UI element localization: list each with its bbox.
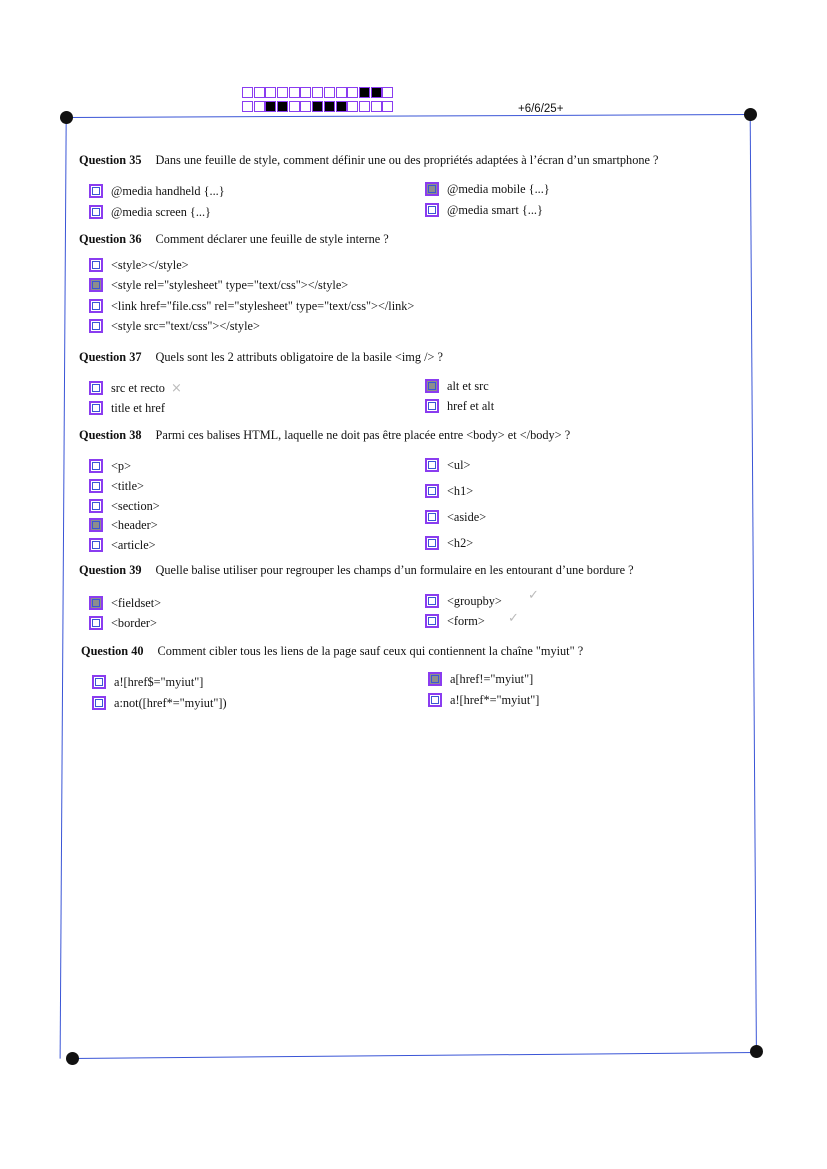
code-cell: [289, 87, 300, 98]
question-text: Comment cibler tous les liens de la page sauf ceux qui contiennent la chaîne "myiut" ?: [157, 644, 584, 658]
option-label: <section>: [111, 498, 160, 513]
question-38: [79, 428, 570, 443]
question-label: Question 36: [79, 232, 142, 246]
code-cell: [359, 101, 370, 112]
code-cell: [254, 87, 265, 98]
code-cell: [277, 87, 288, 98]
code-cell: [312, 101, 323, 112]
code-cell: [382, 87, 393, 98]
corner-marker-bottom-left: [66, 1052, 79, 1065]
checkbox[interactable]: [89, 299, 103, 313]
code-cell: [336, 101, 347, 112]
option-q36-c[interactable]: [89, 298, 414, 314]
option-label: @media smart {...}: [447, 202, 543, 217]
checkbox[interactable]: [89, 278, 103, 292]
option-label: <style src="text/css"></style>: [111, 318, 260, 333]
checkbox[interactable]: [425, 614, 439, 628]
checkbox[interactable]: [89, 538, 103, 552]
code-cell: [242, 101, 253, 112]
option-q40-d[interactable]: [428, 692, 539, 708]
code-cell: [382, 101, 393, 112]
code-cell: [324, 101, 335, 112]
question-text: Parmi ces balises HTML, laquelle ne doit pas être placée entre <body> et </body> ?: [155, 428, 571, 442]
code-cell: [336, 87, 347, 98]
checkbox[interactable]: [425, 484, 439, 498]
page-code: +6/6/25+: [518, 103, 564, 115]
checkbox[interactable]: [89, 319, 103, 333]
checkbox[interactable]: [425, 510, 439, 524]
option-q39-a[interactable]: [89, 595, 161, 611]
code-cell: [300, 101, 311, 112]
pencil-mark: ✓: [528, 588, 539, 603]
option-q38-b[interactable]: [89, 478, 144, 494]
question-text: Quels sont les 2 attributs obligatoire de la basile <img /> ?: [155, 350, 443, 364]
option-q39-b[interactable]: [425, 593, 502, 609]
option-label: <form>: [447, 613, 485, 628]
option-label: alt et src: [447, 378, 489, 393]
code-cell: [371, 101, 382, 112]
checkbox[interactable]: [89, 381, 103, 395]
question-39: [79, 563, 634, 578]
binary-code-row-2: [242, 101, 394, 112]
option-label: <h2>: [447, 535, 474, 550]
option-label: <article>: [111, 537, 156, 552]
option-label: @media handheld {...}: [111, 183, 225, 198]
option-q38-d[interactable]: [89, 517, 158, 533]
option-q38-i[interactable]: [425, 535, 473, 551]
question-label: Question 40: [81, 644, 144, 658]
checkbox[interactable]: [425, 458, 439, 472]
checkbox[interactable]: [425, 182, 439, 196]
checkbox[interactable]: [89, 479, 103, 493]
corner-marker-top-left: [60, 111, 73, 124]
code-cell: [265, 101, 276, 112]
code-cell: [289, 101, 300, 112]
question-37: [79, 350, 443, 365]
option-label: a[href!="myiut"]: [450, 671, 534, 686]
code-cell: [242, 87, 253, 98]
corner-marker-top-right: [744, 108, 757, 121]
code-cell: [300, 87, 311, 98]
option-label: <ul>: [447, 457, 471, 472]
option-label: @media screen {...}: [111, 204, 211, 219]
checkbox[interactable]: [425, 399, 439, 413]
question-text: Quelle balise utiliser pour regrouper les champs d’un formulaire en les entourant d’une bordure ?: [155, 563, 634, 577]
option-q35-c[interactable]: [89, 204, 211, 220]
pencil-mark: ✓: [508, 611, 519, 626]
question-text: Dans une feuille de style, comment définir une ou des propriétés adaptées à l’écran d’un smartphone ?: [155, 153, 659, 167]
option-q40-a[interactable]: [92, 674, 203, 690]
checkbox[interactable]: [92, 675, 106, 689]
question-text: Comment déclarer une feuille de style interne ?: [155, 232, 389, 246]
option-q38-e[interactable]: [89, 537, 156, 553]
option-label: <style></style>: [111, 257, 189, 272]
code-cell: [254, 101, 265, 112]
question-label: Question 37: [79, 350, 142, 364]
checkbox[interactable]: [89, 518, 103, 532]
question-36: [79, 232, 389, 247]
checkbox[interactable]: [92, 696, 106, 710]
question-35: [79, 153, 659, 168]
option-label: <title>: [111, 478, 144, 493]
option-label: <p>: [111, 458, 132, 473]
option-label: <aside>: [447, 509, 487, 524]
question-40: [81, 644, 583, 659]
code-cell: [347, 87, 358, 98]
option-q35-d[interactable]: [425, 202, 543, 218]
option-q38-a[interactable]: [89, 458, 131, 474]
checkbox[interactable]: [89, 596, 103, 610]
option-q35-a[interactable]: [89, 183, 225, 199]
checkbox[interactable]: [428, 672, 442, 686]
checkbox[interactable]: [428, 693, 442, 707]
option-label: <header>: [111, 517, 158, 532]
code-cell: [265, 87, 276, 98]
option-label: <link href="file.css" rel="stylesheet" type="text/css"></link>: [111, 298, 415, 313]
question-label: Question 38: [79, 428, 142, 442]
option-q38-h[interactable]: [425, 509, 486, 525]
code-cell: [277, 101, 288, 112]
option-q40-c[interactable]: [92, 695, 227, 711]
option-label: a![href$="myiut"]: [114, 674, 204, 689]
frame-left-line: [59, 118, 66, 1059]
option-q37-b[interactable]: [425, 378, 489, 394]
checkbox[interactable]: [425, 536, 439, 550]
code-cell: [324, 87, 335, 98]
frame-bottom-line: [72, 1052, 756, 1059]
checkbox[interactable]: [89, 499, 103, 513]
option-q37-c[interactable]: [89, 400, 165, 416]
option-q38-g[interactable]: [425, 483, 473, 499]
option-label: <groupby>: [447, 593, 502, 608]
question-label: Question 35: [79, 153, 142, 167]
frame-top-line: [66, 114, 750, 118]
code-cell: [359, 87, 370, 98]
option-q35-b[interactable]: [425, 181, 550, 197]
code-cell: [312, 87, 323, 98]
checkbox[interactable]: [425, 203, 439, 217]
option-q39-d[interactable]: [425, 613, 485, 629]
option-label: a![href*="myiut"]: [450, 692, 540, 707]
binary-code-row-1: [242, 87, 394, 98]
question-label: Question 39: [79, 563, 142, 577]
option-label: src et recto: [111, 380, 165, 395]
checkbox[interactable]: [89, 258, 103, 272]
option-label: <h1>: [447, 483, 474, 498]
checkbox[interactable]: [89, 205, 103, 219]
frame-right-line: [749, 116, 757, 1052]
option-q37-d[interactable]: [425, 398, 494, 414]
option-q40-b[interactable]: [428, 671, 533, 687]
option-q36-a[interactable]: [89, 257, 189, 273]
option-label: @media mobile {...}: [447, 181, 550, 196]
checkbox[interactable]: [89, 184, 103, 198]
option-label: <fieldset>: [111, 595, 162, 610]
option-q38-f[interactable]: [425, 457, 470, 473]
option-q39-c[interactable]: [89, 615, 157, 631]
option-q36-d[interactable]: [89, 318, 260, 334]
code-cell: [371, 87, 382, 98]
corner-marker-bottom-right: [750, 1045, 763, 1058]
checkbox[interactable]: [89, 616, 103, 630]
checkbox[interactable]: [89, 401, 103, 415]
option-q36-b[interactable]: [89, 277, 348, 293]
option-label: title et href: [111, 400, 165, 415]
option-label: href et alt: [447, 398, 495, 413]
pencil-mark: ×: [171, 381, 182, 396]
code-cell: [347, 101, 358, 112]
checkbox[interactable]: [425, 594, 439, 608]
option-label: <border>: [111, 615, 157, 630]
option-q37-a[interactable]: [89, 380, 165, 396]
option-label: <style rel="stylesheet" type="text/css"></style>: [111, 277, 349, 292]
checkbox[interactable]: [425, 379, 439, 393]
checkbox[interactable]: [89, 459, 103, 473]
option-q38-c[interactable]: [89, 498, 160, 514]
option-label: a:not([href*="myiut"]): [114, 695, 227, 710]
